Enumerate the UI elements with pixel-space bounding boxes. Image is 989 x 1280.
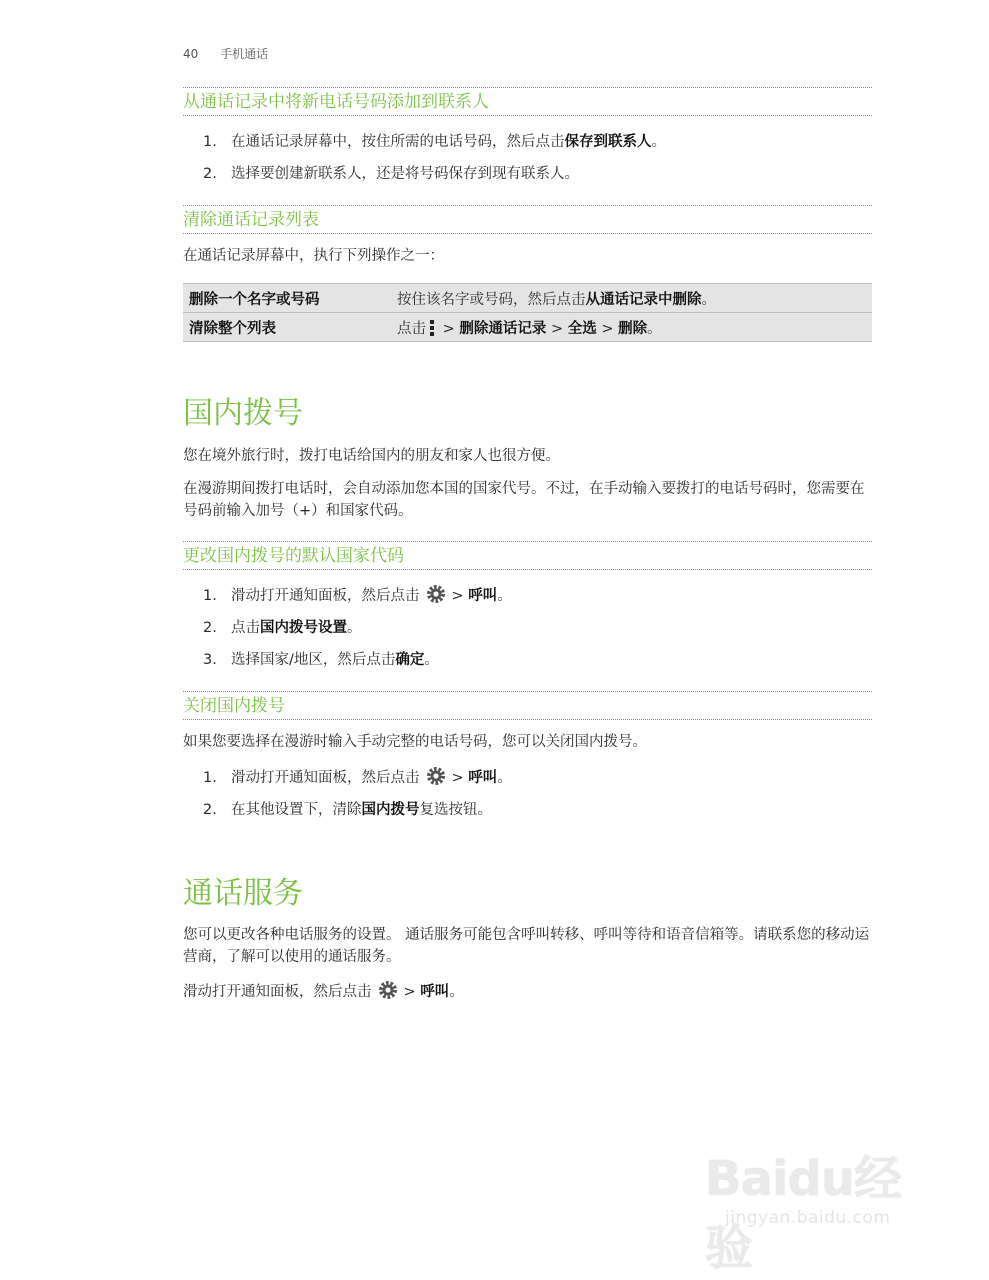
section-title-add-to-contacts: 从通话记录中将新电话号码添加到联系人 — [183, 87, 872, 116]
settings-gear-icon — [426, 584, 446, 604]
section-title-domestic-dialing: 国内拨号 — [183, 396, 303, 431]
table-cell-label: 清除整个列表 — [183, 313, 391, 342]
section-title-clear-call-log: 清除通话记录列表 — [183, 205, 872, 234]
call-services-para1: 您可以更改各种电话服务的设置。 通话服务可能包含呼叫转移、呼叫等待和语音信箱等。请联系您的移动运营商，了解可以使用的通话服务。 — [183, 927, 870, 965]
settings-gear-icon — [426, 766, 446, 786]
section-title-call-services: 通话服务 — [183, 876, 303, 911]
chapter-name: 手机通话 — [220, 47, 269, 61]
call-services-para2: 滑动打开通知面板，然后点击 > 呼叫。 — [183, 980, 883, 1003]
table-row — [183, 284, 872, 313]
domestic-dialing-para2: 在漫游期间拨打电话时，会自动添加您本国的国家代号。不过，在手动输入要拨打的电话号码时，您需要在号码前输入加号（+）和国家代码。 — [183, 481, 865, 519]
table-row — [183, 313, 872, 342]
list-item: 2. 点击国内拨号设置。 — [203, 620, 362, 636]
watermark-logo: Baidu经验 — [705, 1151, 901, 1276]
section-title-change-country-code: 更改国内拨号的默认国家代码 — [183, 541, 872, 570]
table-cell-desc: 按住该名字或号码，然后点击从通话记录中删除。 — [391, 284, 872, 313]
table-cell-desc: 点击 > 删除通话记录 > 全选 > 删除。 — [391, 313, 872, 342]
watermark-url: jingyan.baidu.com — [725, 1208, 891, 1228]
list-item: 3. 选择国家/地区，然后点击确定。 — [203, 652, 439, 668]
clear-call-log-intro: 在通话记录屏幕中，执行下列操作之一： — [183, 248, 444, 264]
baidu-watermark — [705, 1130, 935, 1276]
domestic-dialing-para1: 您在境外旅行时，拨打电话给国内的朋友和家人也很方便。 — [183, 448, 560, 464]
settings-gear-icon — [378, 980, 398, 1000]
table-cell-label: 删除一个名字或号码 — [183, 284, 391, 313]
list-item: 1. 在通话记录屏幕中，按住所需的电话号码，然后点击保存到联系人。 — [203, 134, 666, 150]
list-item: 2. 选择要创建新联系人，还是将号码保存到现有联系人。 — [203, 166, 579, 182]
page-header — [183, 45, 268, 62]
list-item: 1. 滑动打开通知面板，然后点击 > 呼叫。 — [203, 584, 512, 607]
disable-domestic-intro: 如果您要选择在漫游时输入手动完整的电话号码，您可以关闭国内拨号。 — [183, 734, 647, 750]
clear-options-table — [183, 283, 872, 342]
save-to-contacts-label: 保存到联系人 — [564, 134, 652, 150]
list-item: 1. 滑动打开通知面板，然后点击 > 呼叫。 — [203, 766, 512, 789]
menu-more-icon — [430, 320, 434, 336]
list-item: 2. 在其他设置下，清除国内拨号复选按钮。 — [203, 802, 492, 818]
section-title-disable-domestic-dialing: 关闭国内拨号 — [183, 691, 872, 720]
page-number: 40 — [183, 47, 199, 61]
